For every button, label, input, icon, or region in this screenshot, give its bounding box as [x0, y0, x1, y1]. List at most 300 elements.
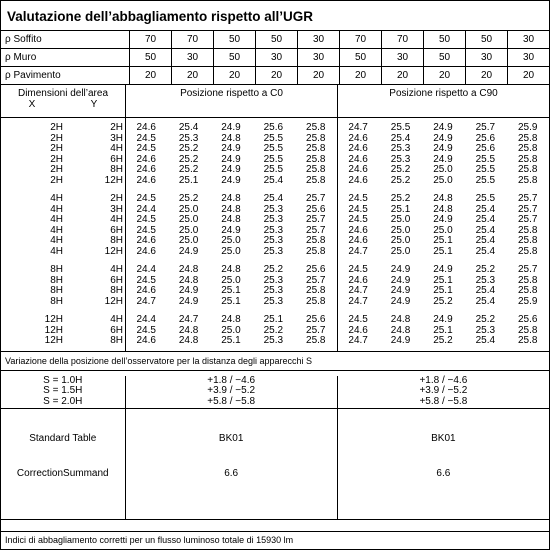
dimensions-label: Dimensioni dell’area — [17, 88, 109, 99]
ugr-value: 25.2 — [178, 164, 199, 175]
ugr-value: 25.4 — [475, 295, 496, 307]
ugr-value: 25.7 — [306, 193, 326, 204]
ugr-value: 25.2 — [178, 193, 199, 204]
ugr-value: 25.7 — [517, 214, 538, 225]
row-y: 4H — [110, 214, 123, 225]
standard-section — [1, 409, 549, 520]
ugr-value: 25.0 — [221, 235, 241, 246]
reflectance-value: 20 — [213, 67, 255, 84]
ugr-value: 24.8 — [390, 314, 411, 325]
ugr-value: 25.5 — [475, 174, 496, 186]
ugr-value: 25.2 — [475, 314, 496, 325]
ugr-value: 25.8 — [517, 274, 538, 286]
row-x: 4H — [50, 203, 63, 215]
ugr-value: 25.1 — [433, 245, 453, 257]
ugr-value: 25.2 — [178, 143, 199, 154]
ugr-value: 25.0 — [433, 164, 453, 175]
ugr-value: 24.9 — [433, 264, 453, 275]
table-row — [1, 247, 549, 258]
ugr-value: 24.7 — [348, 245, 368, 257]
row-x: 4H — [50, 193, 63, 204]
ugr-value: 25.8 — [517, 174, 538, 186]
ugr-value: 25.1 — [433, 285, 453, 296]
ugr-value: 25.2 — [390, 174, 411, 186]
ugr-value: 25.7 — [517, 203, 538, 215]
ugr-value: 25.4 — [475, 285, 496, 296]
ugr-value: 24.6 — [348, 153, 368, 165]
ugr-value: 25.4 — [475, 245, 496, 257]
ugr-value: 25.8 — [517, 285, 538, 296]
ugr-value: 25.7 — [306, 214, 326, 225]
ugr-value: 24.9 — [221, 122, 241, 133]
reflectance-row — [1, 49, 549, 67]
row-x: 2H — [50, 174, 63, 186]
ugr-value: 25.8 — [306, 285, 326, 296]
reflectance-value: 50 — [465, 31, 507, 48]
correction-summand-label: CorrectionSummand — [16, 467, 109, 479]
ugr-value: 24.5 — [348, 314, 368, 325]
ugr-value: 24.5 — [348, 264, 368, 275]
reflectance-row — [1, 31, 549, 49]
reflectance-value: 30 — [255, 49, 297, 66]
ugr-value: 24.6 — [136, 235, 156, 246]
table-row — [1, 286, 549, 297]
ugr-value: 24.8 — [221, 193, 241, 204]
ugr-value: 25.3 — [263, 203, 284, 215]
ugr-value: 25.0 — [433, 224, 453, 236]
ugr-value: 25.6 — [517, 314, 538, 325]
dims-x-label: X — [28, 99, 36, 110]
ugr-value: 25.3 — [263, 214, 284, 225]
table-row — [1, 315, 549, 326]
ugr-value: 25.8 — [517, 335, 538, 346]
standard-table-c90: BK01 — [431, 432, 456, 444]
ugr-value: 24.5 — [136, 132, 156, 144]
reflectance-rows — [1, 31, 549, 85]
reflectance-label: ρ Muro — [5, 52, 37, 63]
ugr-value: 24.6 — [348, 274, 368, 286]
ugr-value: 25.4 — [475, 214, 496, 225]
ugr-value: 24.4 — [136, 314, 156, 325]
ugr-value: 24.8 — [178, 274, 199, 286]
ugr-value: 25.1 — [221, 335, 241, 346]
ugr-value: 24.6 — [348, 143, 368, 154]
ugr-value: 24.6 — [348, 224, 368, 236]
row-x: 8H — [50, 274, 63, 286]
dimensions-header — [1, 85, 125, 117]
ugr-value: 24.9 — [390, 264, 411, 275]
ugr-value: 24.4 — [136, 203, 156, 215]
standard-table-label: Standard Table — [29, 432, 97, 444]
reflectance-value: 50 — [213, 31, 255, 48]
reflectance-value: 20 — [171, 67, 213, 84]
row-x: 12H — [44, 314, 63, 325]
reflectance-value: 50 — [423, 31, 465, 48]
reflectance-value: 30 — [297, 49, 339, 66]
ugr-value: 25.2 — [390, 164, 411, 175]
table-row — [1, 176, 549, 187]
ugr-value: 24.9 — [433, 314, 453, 325]
variation-value-c0: +3.9 / −5.2 — [207, 385, 256, 396]
ugr-value: 24.6 — [136, 153, 156, 165]
row-y: 4H — [110, 143, 123, 154]
position-c90-header: Posizione rispetto a C90 — [337, 85, 549, 117]
ugr-value: 24.5 — [136, 193, 156, 204]
row-y: 2H — [110, 122, 123, 133]
ugr-value: 25.1 — [433, 324, 453, 336]
ugr-value: 24.5 — [348, 214, 368, 225]
ugr-value: 25.5 — [475, 164, 496, 175]
table-row — [1, 194, 549, 205]
reflectance-value: 70 — [171, 31, 213, 48]
correction-summand-c90: 6.6 — [436, 467, 451, 479]
table-header — [1, 85, 549, 118]
ugr-value: 24.6 — [136, 164, 156, 175]
ugr-value: 24.9 — [221, 143, 241, 154]
reflectance-value: 30 — [171, 49, 213, 66]
ugr-value: 24.5 — [348, 193, 368, 204]
row-x: 8H — [50, 264, 63, 275]
row-y: 3H — [110, 203, 123, 215]
ugr-value: 24.6 — [348, 235, 368, 246]
ugr-value: 25.4 — [475, 235, 496, 246]
reflectance-value: 70 — [129, 31, 171, 48]
ugr-value: 24.9 — [178, 285, 199, 296]
row-x: 12H — [44, 324, 63, 336]
ugr-value: 25.8 — [306, 132, 326, 144]
row-x: 4H — [50, 224, 63, 236]
ugr-value: 24.6 — [348, 164, 368, 175]
ugr-value: 25.5 — [390, 122, 411, 133]
row-y: 3H — [110, 132, 123, 144]
ugr-value: 24.8 — [221, 264, 241, 275]
ugr-value: 25.8 — [517, 324, 538, 336]
ugr-value: 25.4 — [178, 122, 199, 133]
ugr-value: 25.2 — [433, 295, 453, 307]
ugr-value: 25.3 — [263, 235, 284, 246]
ugr-value: 25.2 — [178, 153, 199, 165]
position-c0-header: Posizione rispetto a C0 — [125, 85, 337, 117]
variation-c0 — [125, 376, 337, 408]
ugr-value: 24.6 — [348, 324, 368, 336]
table-row — [1, 336, 549, 347]
table-row — [1, 123, 549, 134]
ugr-value: 25.4 — [263, 174, 284, 186]
footer-note: Indici di abbagliamento corretti per un flusso luminoso totale di 15930 lm — [1, 531, 549, 549]
reflectance-value: 70 — [339, 31, 381, 48]
ugr-value: 24.9 — [390, 285, 411, 296]
row-x: 2H — [50, 164, 63, 175]
ugr-value: 25.8 — [517, 235, 538, 246]
ugr-value: 25.0 — [178, 235, 199, 246]
row-x: 8H — [50, 285, 63, 296]
ugr-value: 25.0 — [178, 214, 199, 225]
reflectance-value: 50 — [213, 49, 255, 66]
row-x: 12H — [44, 335, 63, 346]
ugr-value: 24.4 — [136, 264, 156, 275]
ugr-value: 24.8 — [178, 264, 199, 275]
reflectance-value: 30 — [465, 49, 507, 66]
reflectance-value: 70 — [381, 31, 423, 48]
reflectance-value: 50 — [129, 49, 171, 66]
ugr-value: 25.7 — [306, 224, 326, 236]
variation-c90 — [337, 376, 549, 408]
ugr-value: 24.7 — [348, 285, 368, 296]
ugr-value: 25.8 — [306, 235, 326, 246]
ugr-value: 25.1 — [390, 203, 411, 215]
ugr-value: 25.3 — [263, 295, 284, 307]
variation-value-c0: +1.8 / −4.6 — [207, 374, 256, 386]
variation-value-c90: +5.8 / −5.8 — [419, 395, 468, 407]
ugr-value: 24.8 — [433, 193, 453, 204]
ugr-value: 24.8 — [221, 132, 241, 144]
ugr-value: 25.4 — [475, 203, 496, 215]
ugr-value: 25.0 — [221, 324, 241, 336]
ugr-value: 25.0 — [178, 224, 199, 236]
variation-value-c0: +5.8 / −5.8 — [207, 395, 256, 407]
ugr-value: 25.5 — [263, 153, 284, 165]
reflectance-value: 20 — [255, 67, 297, 84]
ugr-value: 25.4 — [475, 335, 496, 346]
ugr-value: 24.7 — [348, 295, 368, 307]
ugr-value: 24.6 — [348, 132, 368, 144]
row-y: 6H — [110, 153, 123, 165]
ugr-value: 24.5 — [136, 214, 156, 225]
ugr-value: 25.8 — [517, 153, 538, 165]
row-y: 8H — [110, 164, 123, 175]
ugr-value: 25.8 — [517, 245, 538, 257]
reflectance-value: 30 — [507, 49, 549, 66]
row-x: 2H — [50, 132, 63, 144]
ugr-value: 24.9 — [221, 164, 241, 175]
ugr-value: 24.5 — [136, 274, 156, 286]
ugr-value: 25.6 — [306, 314, 326, 325]
row-x: 4H — [50, 214, 63, 225]
ugr-value: 25.1 — [433, 274, 453, 286]
ugr-value: 24.9 — [390, 274, 411, 286]
ugr-value: 25.5 — [263, 132, 284, 144]
ugr-value: 24.8 — [433, 203, 453, 215]
ugr-value: 24.9 — [178, 295, 199, 307]
ugr-value: 25.6 — [263, 122, 284, 133]
variation-spacing: S = 2.0H — [43, 395, 83, 407]
dims-y-label: Y — [90, 99, 98, 110]
ugr-data-table — [1, 118, 549, 352]
divider-c90 — [337, 118, 338, 351]
ugr-value: 25.3 — [263, 335, 284, 346]
ugr-value: 25.0 — [178, 203, 199, 215]
row-y: 8H — [110, 335, 123, 346]
ugr-value: 24.9 — [433, 214, 453, 225]
correction-summand-c0: 6.6 — [224, 467, 239, 479]
ugr-value: 25.6 — [475, 132, 496, 144]
ugr-value: 24.5 — [348, 203, 368, 215]
reflectance-value: 50 — [255, 31, 297, 48]
row-y: 6H — [110, 324, 123, 336]
variation-spacing: S = 1.0H — [43, 374, 83, 386]
ugr-value: 25.8 — [517, 224, 538, 236]
ugr-value: 24.8 — [221, 214, 241, 225]
ugr-value: 25.1 — [263, 314, 284, 325]
row-y: 4H — [110, 314, 123, 325]
table-row — [1, 165, 549, 176]
ugr-value: 25.4 — [263, 193, 284, 204]
reflectance-row — [1, 67, 549, 85]
ugr-value: 25.2 — [475, 264, 496, 275]
row-y: 12H — [104, 245, 123, 257]
ugr-value: 25.8 — [306, 153, 326, 165]
reflectance-value: 20 — [423, 67, 465, 84]
row-x: 2H — [50, 122, 63, 133]
variation-section — [1, 371, 549, 409]
ugr-value: 25.9 — [517, 295, 538, 307]
row-x: 2H — [50, 153, 63, 165]
ugr-value: 25.3 — [475, 324, 496, 336]
table-row — [1, 265, 549, 276]
ugr-value: 25.2 — [433, 335, 453, 346]
ugr-value: 24.6 — [136, 122, 156, 133]
variation-value-c90: +3.9 / −5.2 — [419, 385, 468, 396]
reflectance-value: 50 — [423, 49, 465, 66]
ugr-value: 25.0 — [390, 245, 411, 257]
ugr-value: 25.6 — [475, 143, 496, 154]
reflectance-value: 50 — [339, 49, 381, 66]
ugr-value: 24.6 — [348, 174, 368, 186]
variation-note: Variazione della posizione dell’osservatore per la distanza degli apparecchi S — [1, 352, 549, 371]
ugr-value: 25.7 — [475, 122, 496, 133]
page-title: Valutazione dell’abbagliamento rispetto all’UGR — [1, 1, 549, 31]
ugr-value: 25.2 — [263, 324, 284, 336]
ugr-value: 25.3 — [475, 274, 496, 286]
ugr-value: 24.7 — [348, 335, 368, 346]
ugr-value: 25.3 — [263, 285, 284, 296]
ugr-value: 25.8 — [517, 143, 538, 154]
standard-table-c0: BK01 — [218, 432, 244, 444]
ugr-value: 25.8 — [306, 143, 326, 154]
variation-value-c90: +1.8 / −4.6 — [419, 374, 468, 386]
ugr-value: 25.8 — [306, 295, 326, 307]
reflectance-value: 20 — [381, 67, 423, 84]
ugr-value: 25.2 — [263, 264, 284, 275]
ugr-value: 24.9 — [433, 153, 453, 165]
ugr-value: 24.5 — [136, 224, 156, 236]
ugr-value: 24.9 — [221, 224, 241, 236]
ugr-value: 24.8 — [221, 203, 241, 215]
ugr-value: 25.5 — [263, 164, 284, 175]
ugr-value: 25.1 — [433, 235, 453, 246]
ugr-value: 25.8 — [306, 245, 326, 257]
ugr-value: 24.7 — [136, 295, 156, 307]
ugr-value: 25.0 — [221, 245, 241, 257]
divider-c0 — [125, 118, 126, 351]
ugr-value: 24.9 — [433, 143, 453, 154]
ugr-value: 25.0 — [433, 174, 453, 186]
row-y: 8H — [110, 235, 123, 246]
ugr-value: 25.3 — [263, 245, 284, 257]
row-x: 2H — [50, 143, 63, 154]
ugr-value: 24.6 — [136, 174, 156, 186]
ugr-value: 25.5 — [263, 143, 284, 154]
ugr-value: 25.0 — [390, 235, 411, 246]
ugr-value: 24.7 — [348, 122, 368, 133]
ugr-value: 25.5 — [475, 193, 496, 204]
ugr-value: 24.9 — [178, 245, 199, 257]
ugr-value: 25.8 — [306, 122, 326, 133]
ugr-value: 25.3 — [263, 274, 284, 286]
ugr-value: 24.9 — [433, 132, 453, 144]
ugr-value: 24.8 — [390, 324, 411, 336]
table-row — [1, 144, 549, 155]
ugr-value: 25.8 — [306, 335, 326, 346]
ugr-value: 25.3 — [390, 153, 411, 165]
ugr-value: 24.9 — [390, 295, 411, 307]
ugr-value: 24.5 — [136, 143, 156, 154]
ugr-value: 25.2 — [390, 193, 411, 204]
ugr-value: 24.9 — [390, 335, 411, 346]
ugr-value: 25.8 — [306, 174, 326, 186]
variation-spacing: S = 1.5H — [43, 385, 83, 396]
row-y: 12H — [104, 295, 123, 307]
reflectance-value: 20 — [339, 67, 381, 84]
ugr-value: 25.1 — [221, 285, 241, 296]
row-y: 4H — [110, 264, 123, 275]
table-row — [1, 297, 549, 308]
ugr-value: 25.3 — [263, 224, 284, 236]
row-x: 4H — [50, 245, 63, 257]
ugr-value: 25.7 — [517, 193, 538, 204]
ugr-value: 25.7 — [306, 324, 326, 336]
row-y: 2H — [110, 193, 123, 204]
row-y: 12H — [104, 174, 123, 186]
ugr-value: 25.5 — [475, 153, 496, 165]
ugr-value: 24.6 — [136, 245, 156, 257]
ugr-value: 25.4 — [475, 224, 496, 236]
ugr-value: 25.6 — [306, 264, 326, 275]
ugr-value: 25.3 — [390, 143, 411, 154]
ugr-value: 24.6 — [136, 285, 156, 296]
ugr-value: 25.8 — [306, 164, 326, 175]
row-y: 6H — [110, 274, 123, 286]
ugr-value: 25.3 — [178, 132, 199, 144]
reflectance-value: 20 — [297, 67, 339, 84]
row-y: 6H — [110, 224, 123, 236]
ugr-value: 25.8 — [517, 164, 538, 175]
reflectance-value: 30 — [507, 31, 549, 48]
reflectance-label: ρ Soffito — [5, 34, 42, 45]
ugr-value: 24.5 — [136, 324, 156, 336]
table-row — [1, 236, 549, 247]
reflectance-value: 30 — [297, 31, 339, 48]
ugr-value: 24.8 — [221, 314, 241, 325]
reflectance-value: 30 — [381, 49, 423, 66]
ugr-value: 25.1 — [178, 174, 199, 186]
ugr-value: 25.7 — [517, 264, 538, 275]
row-x: 8H — [50, 295, 63, 307]
reflectance-label: ρ Pavimento — [5, 70, 61, 81]
table-row — [1, 215, 549, 226]
ugr-value: 24.9 — [221, 153, 241, 165]
ugr-value: 25.0 — [390, 224, 411, 236]
row-y: 8H — [110, 285, 123, 296]
ugr-value: 25.0 — [390, 214, 411, 225]
ugr-value: 25.8 — [517, 132, 538, 144]
ugr-value: 25.6 — [306, 203, 326, 215]
ugr-value: 24.6 — [136, 335, 156, 346]
ugr-value: 25.1 — [221, 295, 241, 307]
row-x: 4H — [50, 235, 63, 246]
ugr-value: 25.7 — [306, 274, 326, 286]
ugr-value: 25.4 — [390, 132, 411, 144]
